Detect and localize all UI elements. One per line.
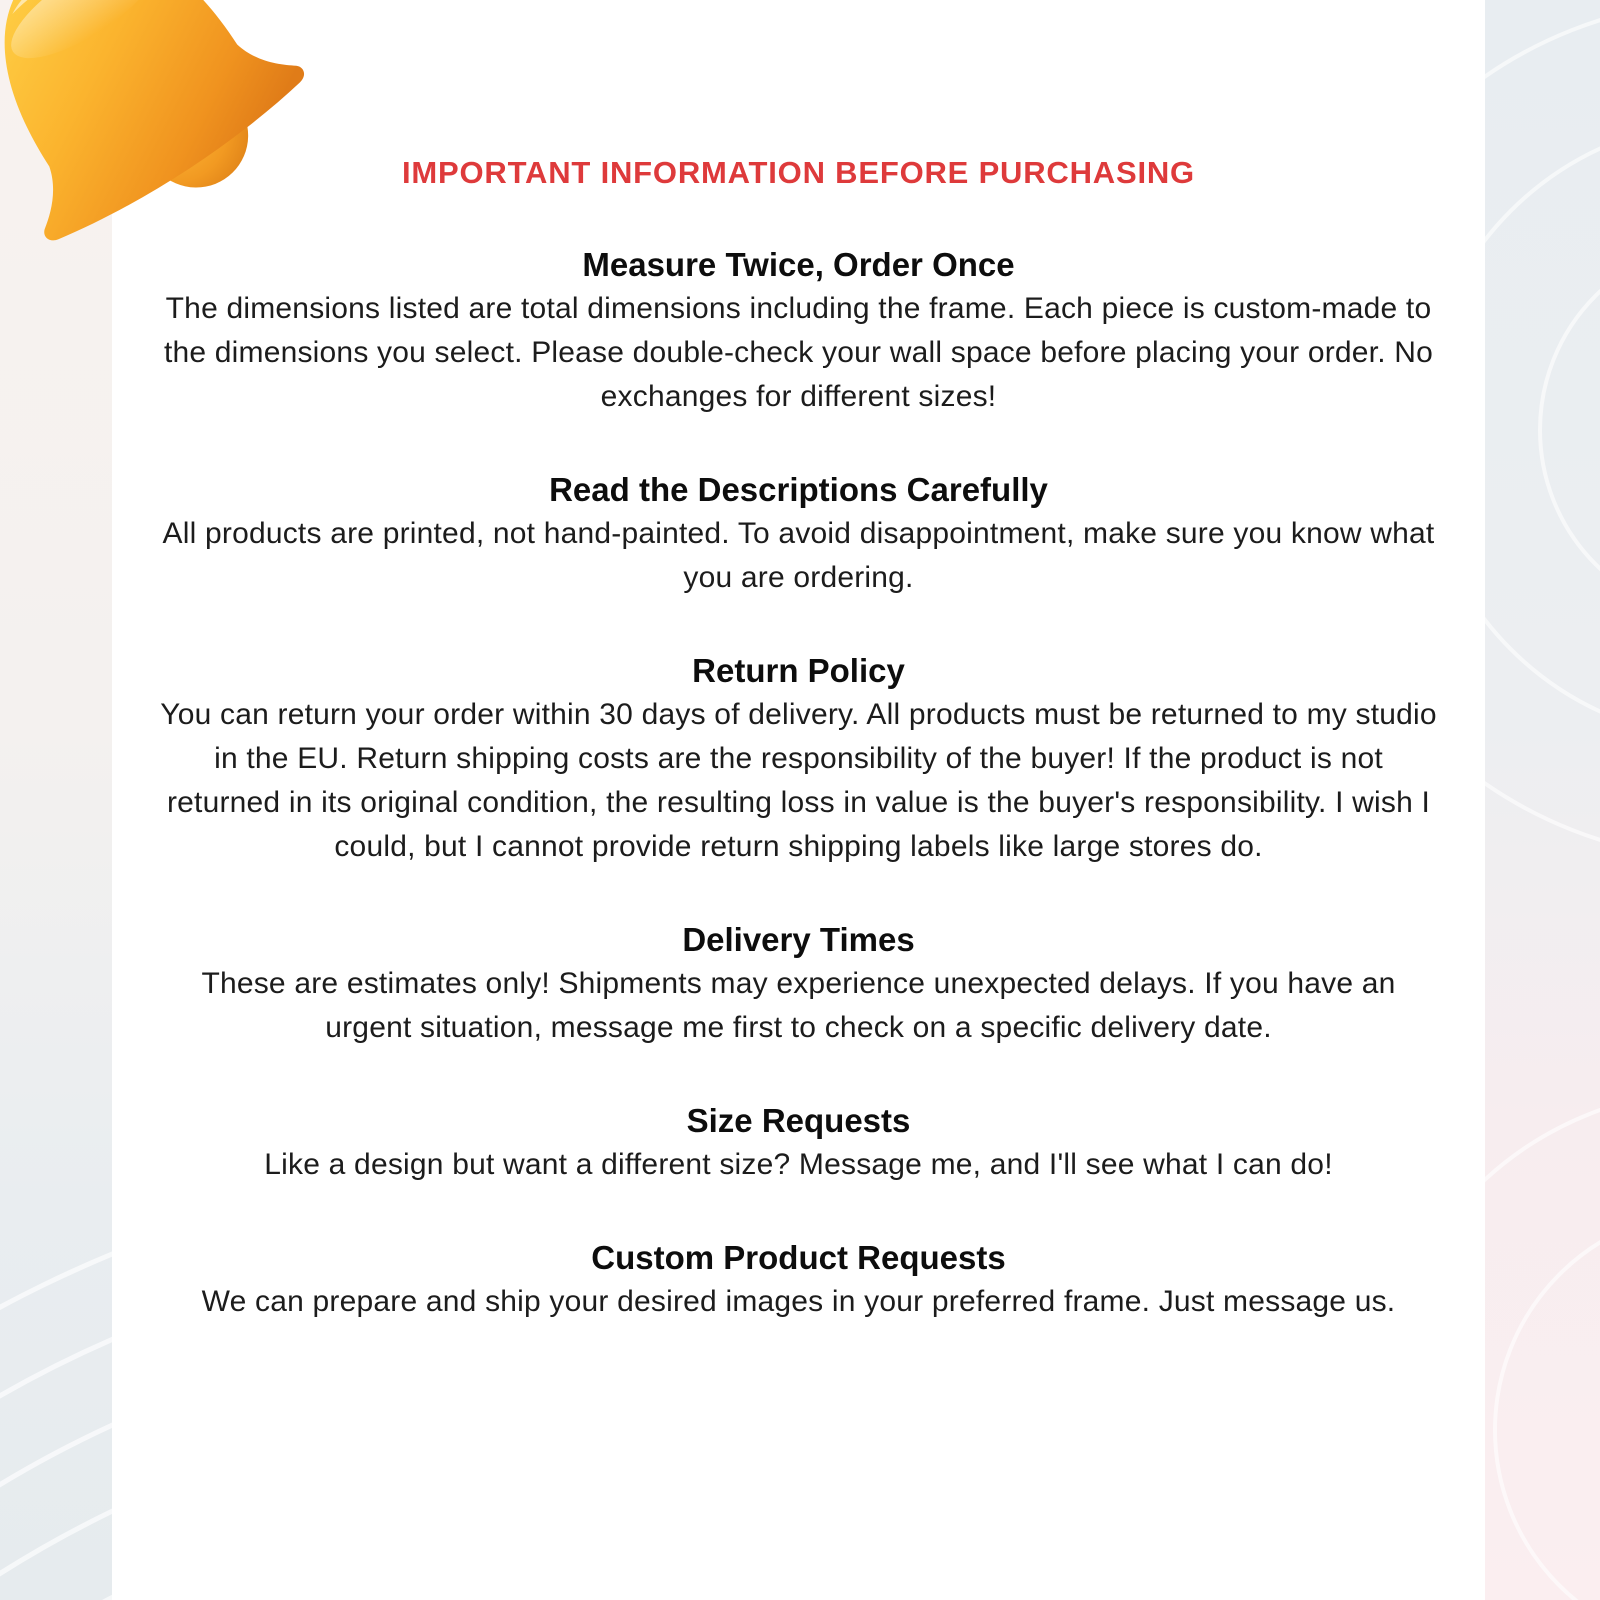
- section-body: All products are printed, not hand-painted. To avoid disappointment, make sure you know what you are ordering.: [162, 517, 1435, 594]
- section-body: We can prepare and ship your desired images in your preferred frame. Just message us.: [201, 1285, 1396, 1318]
- section-body: You can return your order within 30 days of delivery. All products must be returned to my studio in the EU. Return shipping costs are the responsibility of the buyer! If the product is not returned in its original condition, the resulting loss in value is the buyer's responsibility. I wish I could, but I cannot provide return shipping labels like large stores do.: [160, 698, 1437, 863]
- section-read-descriptions: [159, 467, 1439, 600]
- section-size-requests: [159, 1098, 1439, 1187]
- background-strip-left: [0, 0, 112, 1600]
- wave-lines-decoration: [0, 0, 112, 1600]
- policy-document: [112, 0, 1485, 1600]
- circle-rings-decoration: [1485, 0, 1600, 1600]
- section-measure-twice: [159, 242, 1439, 419]
- section-delivery-times: [159, 917, 1439, 1050]
- section-heading: Measure Twice, Order Once: [582, 246, 1015, 283]
- section-body: The dimensions listed are total dimensions including the frame. Each piece is custom-made to the dimensions you select. Please double-check your wall space before placing your order. No exchanges for different sizes!: [163, 292, 1434, 413]
- page-title: IMPORTANT INFORMATION BEFORE PURCHASING: [402, 155, 1195, 190]
- section-body: These are estimates only! Shipments may experience unexpected delays. If you have an urgent situation, message me first to check on a specific delivery date.: [201, 967, 1396, 1044]
- background-strip-right: [1485, 0, 1600, 1600]
- section-heading: Size Requests: [686, 1102, 911, 1139]
- section-heading: Read the Descriptions Carefully: [549, 471, 1048, 508]
- section-heading: Delivery Times: [682, 921, 915, 958]
- section-heading: Return Policy: [692, 652, 905, 689]
- section-custom-product-requests: [159, 1235, 1439, 1324]
- section-heading: Custom Product Requests: [591, 1239, 1006, 1276]
- section-return-policy: [159, 648, 1439, 869]
- section-body: Like a design but want a different size? Message me, and I'll see what I can do!: [264, 1148, 1333, 1181]
